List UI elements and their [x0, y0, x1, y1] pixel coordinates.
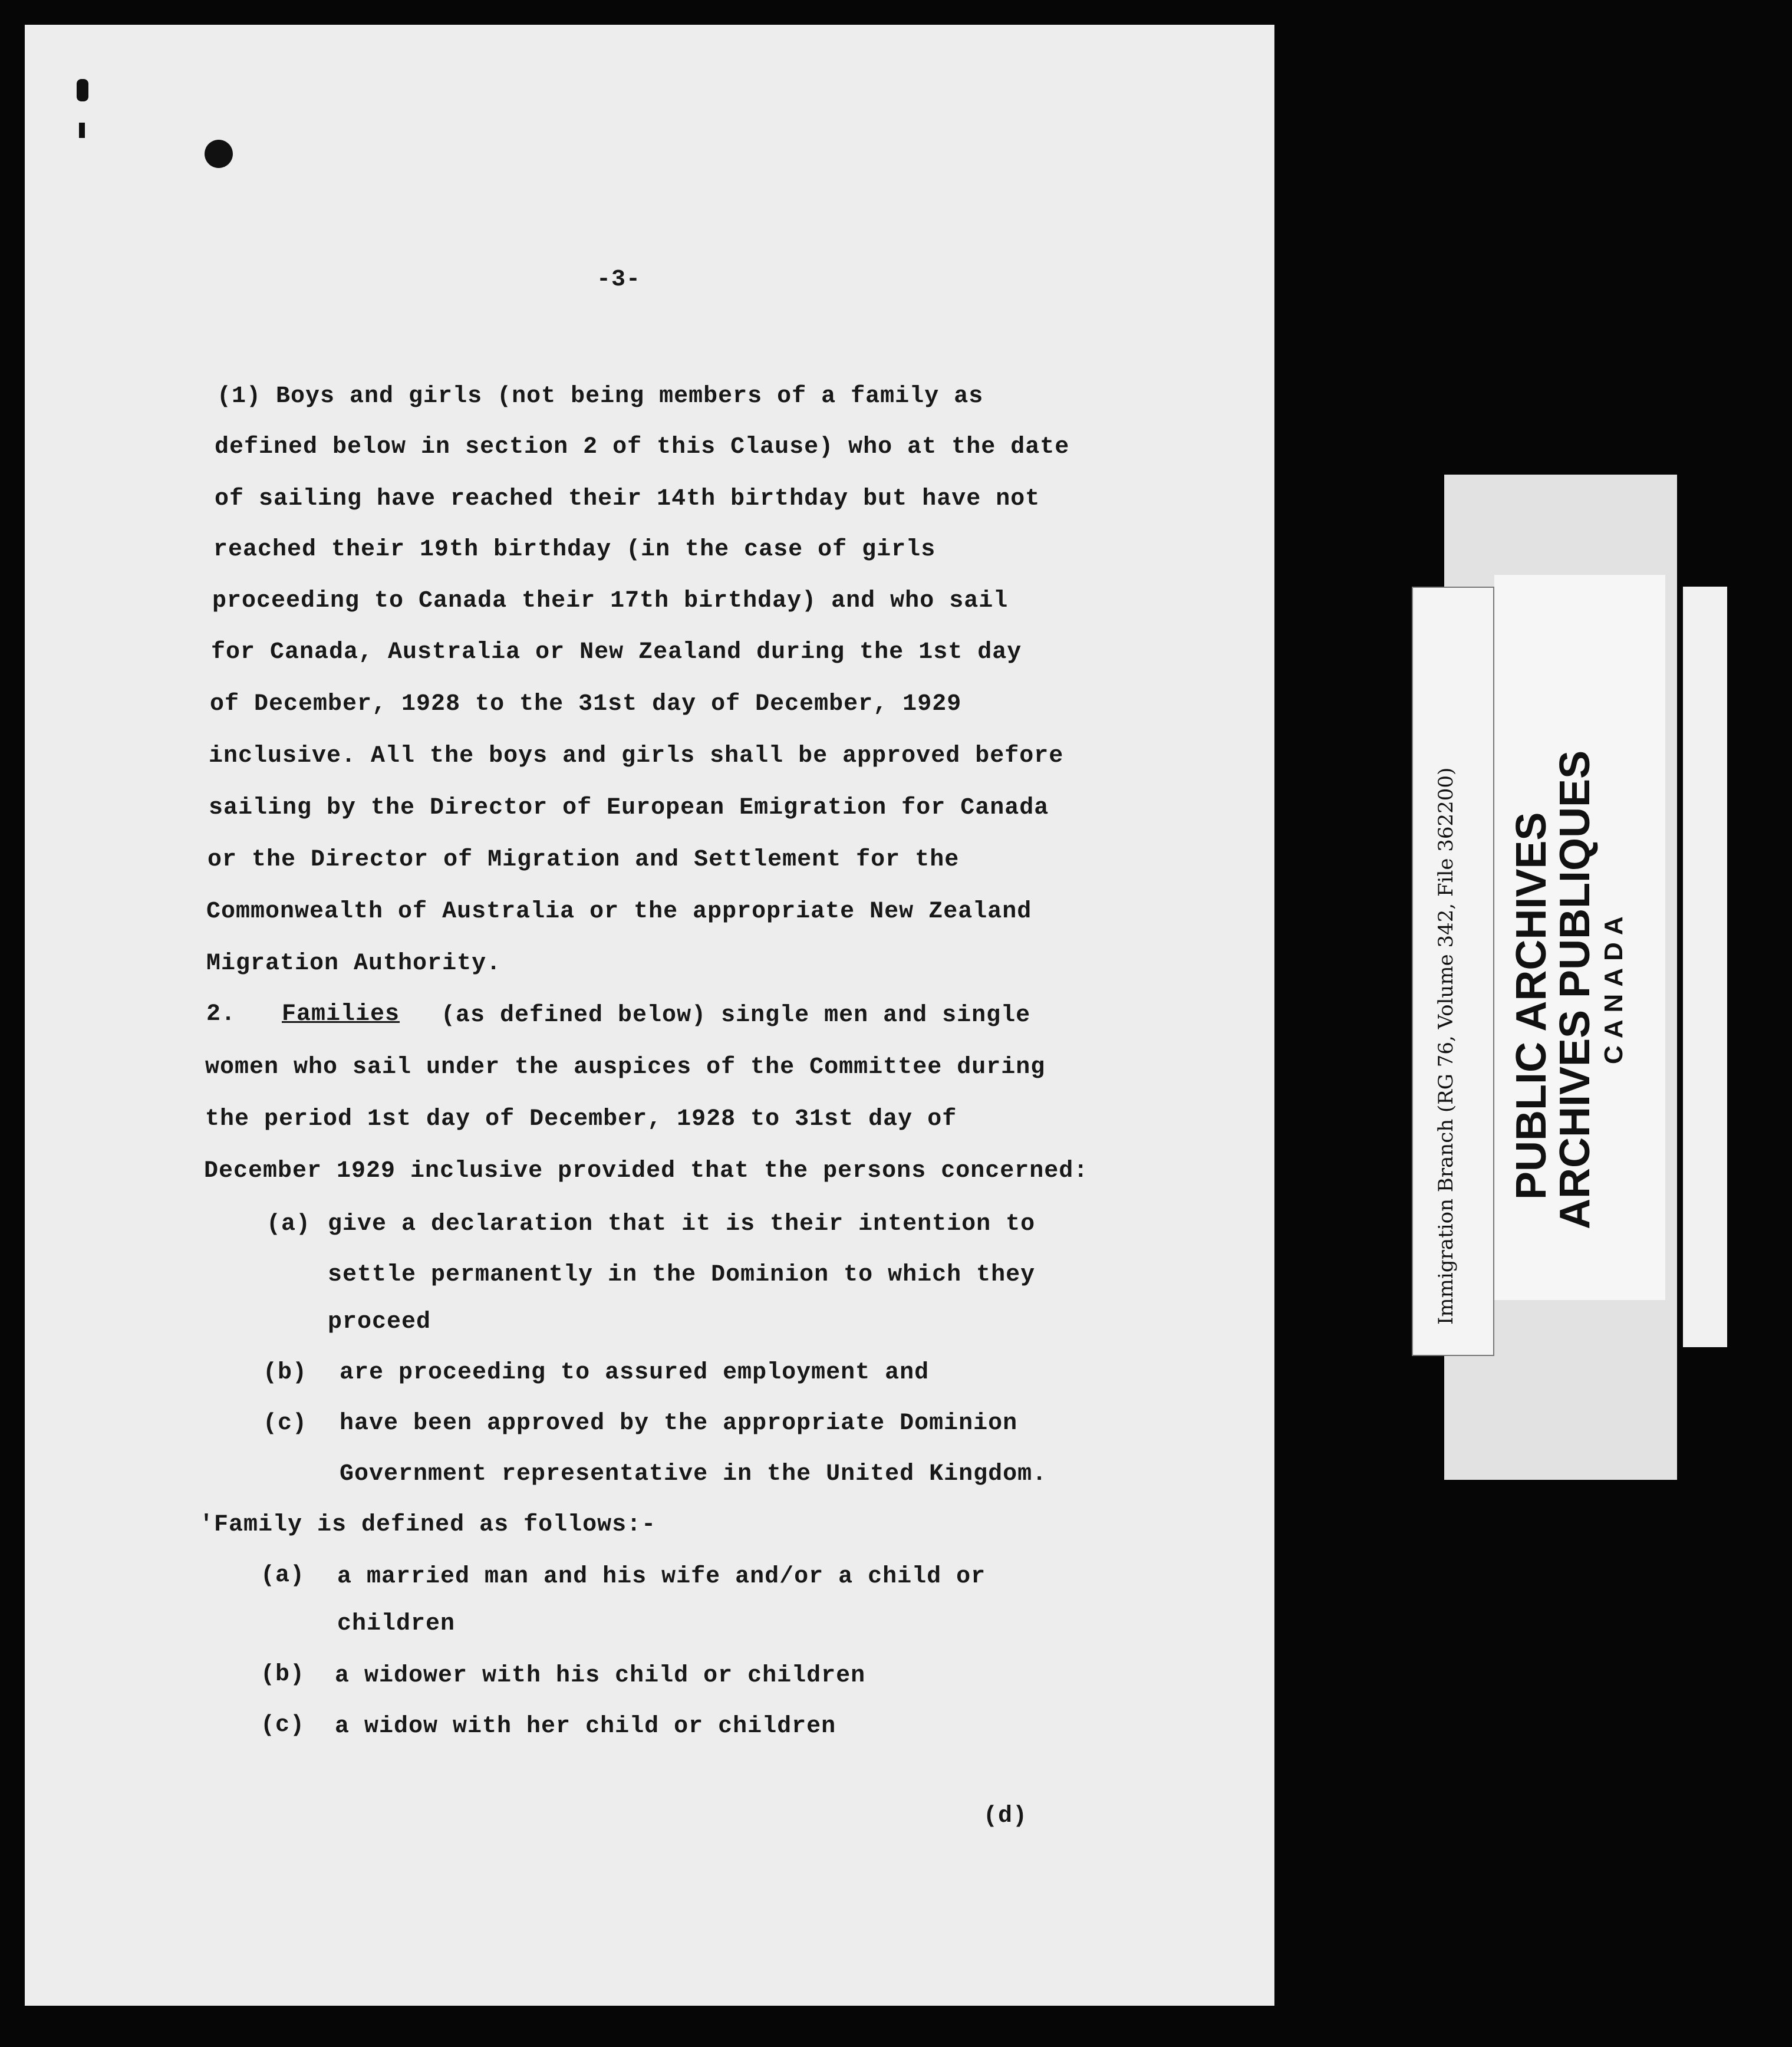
body-line: (as defined below) single men and single [441, 1002, 1031, 1029]
list-item-line: give a declaration that it is their intention to [328, 1211, 1036, 1238]
body-line: sailing by the Director of European Emigration for Canada [209, 795, 1049, 821]
document-page [25, 25, 1274, 2006]
list-marker: (a) [266, 1211, 311, 1238]
body-line: of sailing have reached their 14th birthday but have not [215, 486, 1040, 512]
body-line: Commonwealth of Australia or the appropriate New Zealand [206, 899, 1032, 925]
list-item-line: proceed [328, 1309, 431, 1335]
archive-stamp-line-2: ARCHIVES PUBLIQUES [1551, 750, 1599, 1229]
body-line: inclusive. All the boys and girls shall be approved before [209, 743, 1064, 769]
list-marker: (a) [261, 1562, 305, 1589]
archive-stub-strip [1683, 587, 1727, 1347]
source-reference: Immigration Branch (RG 76, Volume 342, File 362200) [1434, 767, 1458, 1325]
body-line: proceeding to Canada their 17th birthday) and who sail [212, 588, 1009, 614]
body-line: reached their 19th birthday (in the case of girls [213, 537, 936, 563]
body-line: for Canada, Australia or New Zealand during the 1st day [211, 639, 1022, 666]
list-item-line: are proceeding to assured employment and [340, 1360, 930, 1386]
body-line: of December, 1928 to the 31st day of December, 1929 [210, 691, 962, 718]
list-item-line: Government representative in the United Kingdom. [340, 1461, 1047, 1487]
edge-mark [77, 79, 88, 101]
body-line: defined below in section 2 of this Clause) who at the date [215, 434, 1070, 460]
list-item-line: a married man and his wife and/or a child or [337, 1564, 986, 1590]
body-line: (1) Boys and girls (not being members of a family as [217, 383, 984, 410]
section-heading: Families [282, 1001, 400, 1028]
list-item-line: a widow with her child or children [335, 1713, 836, 1740]
catchword: (d) [983, 1803, 1028, 1829]
section-number: 2. [206, 1001, 236, 1028]
body-line: the period 1st day of December, 1928 to 31st day of [205, 1106, 957, 1133]
list-marker: (b) [263, 1360, 308, 1386]
list-marker: (b) [261, 1661, 305, 1688]
page-number: -3- [597, 266, 641, 293]
list-item-line: children [337, 1611, 456, 1637]
body-line: Migration Authority. [206, 950, 502, 977]
body-line: or the Director of Migration and Settlement for the [207, 847, 960, 873]
list-item-line: a widower with his child or children [335, 1663, 866, 1689]
list-item-line: have been approved by the appropriate Dominion [340, 1410, 1018, 1437]
edge-mark [79, 123, 85, 138]
archive-stamp-line-1: PUBLIC ARCHIVES [1508, 812, 1555, 1200]
body-line: December 1929 inclusive provided that the persons concerned: [204, 1158, 1089, 1184]
punch-hole-mark [205, 140, 233, 168]
list-marker: (c) [261, 1712, 305, 1739]
list-marker: (c) [263, 1410, 308, 1437]
body-line: 'Family is defined as follows:- [199, 1512, 657, 1538]
archive-stamp-line-3: CANADA [1599, 909, 1628, 1064]
list-item-line: settle permanently in the Dominion to which they [328, 1262, 1036, 1288]
archive-stamp-label [1494, 575, 1665, 1300]
source-reference-tab [1412, 587, 1494, 1356]
body-line: women who sail under the auspices of the Committee during [205, 1054, 1046, 1081]
